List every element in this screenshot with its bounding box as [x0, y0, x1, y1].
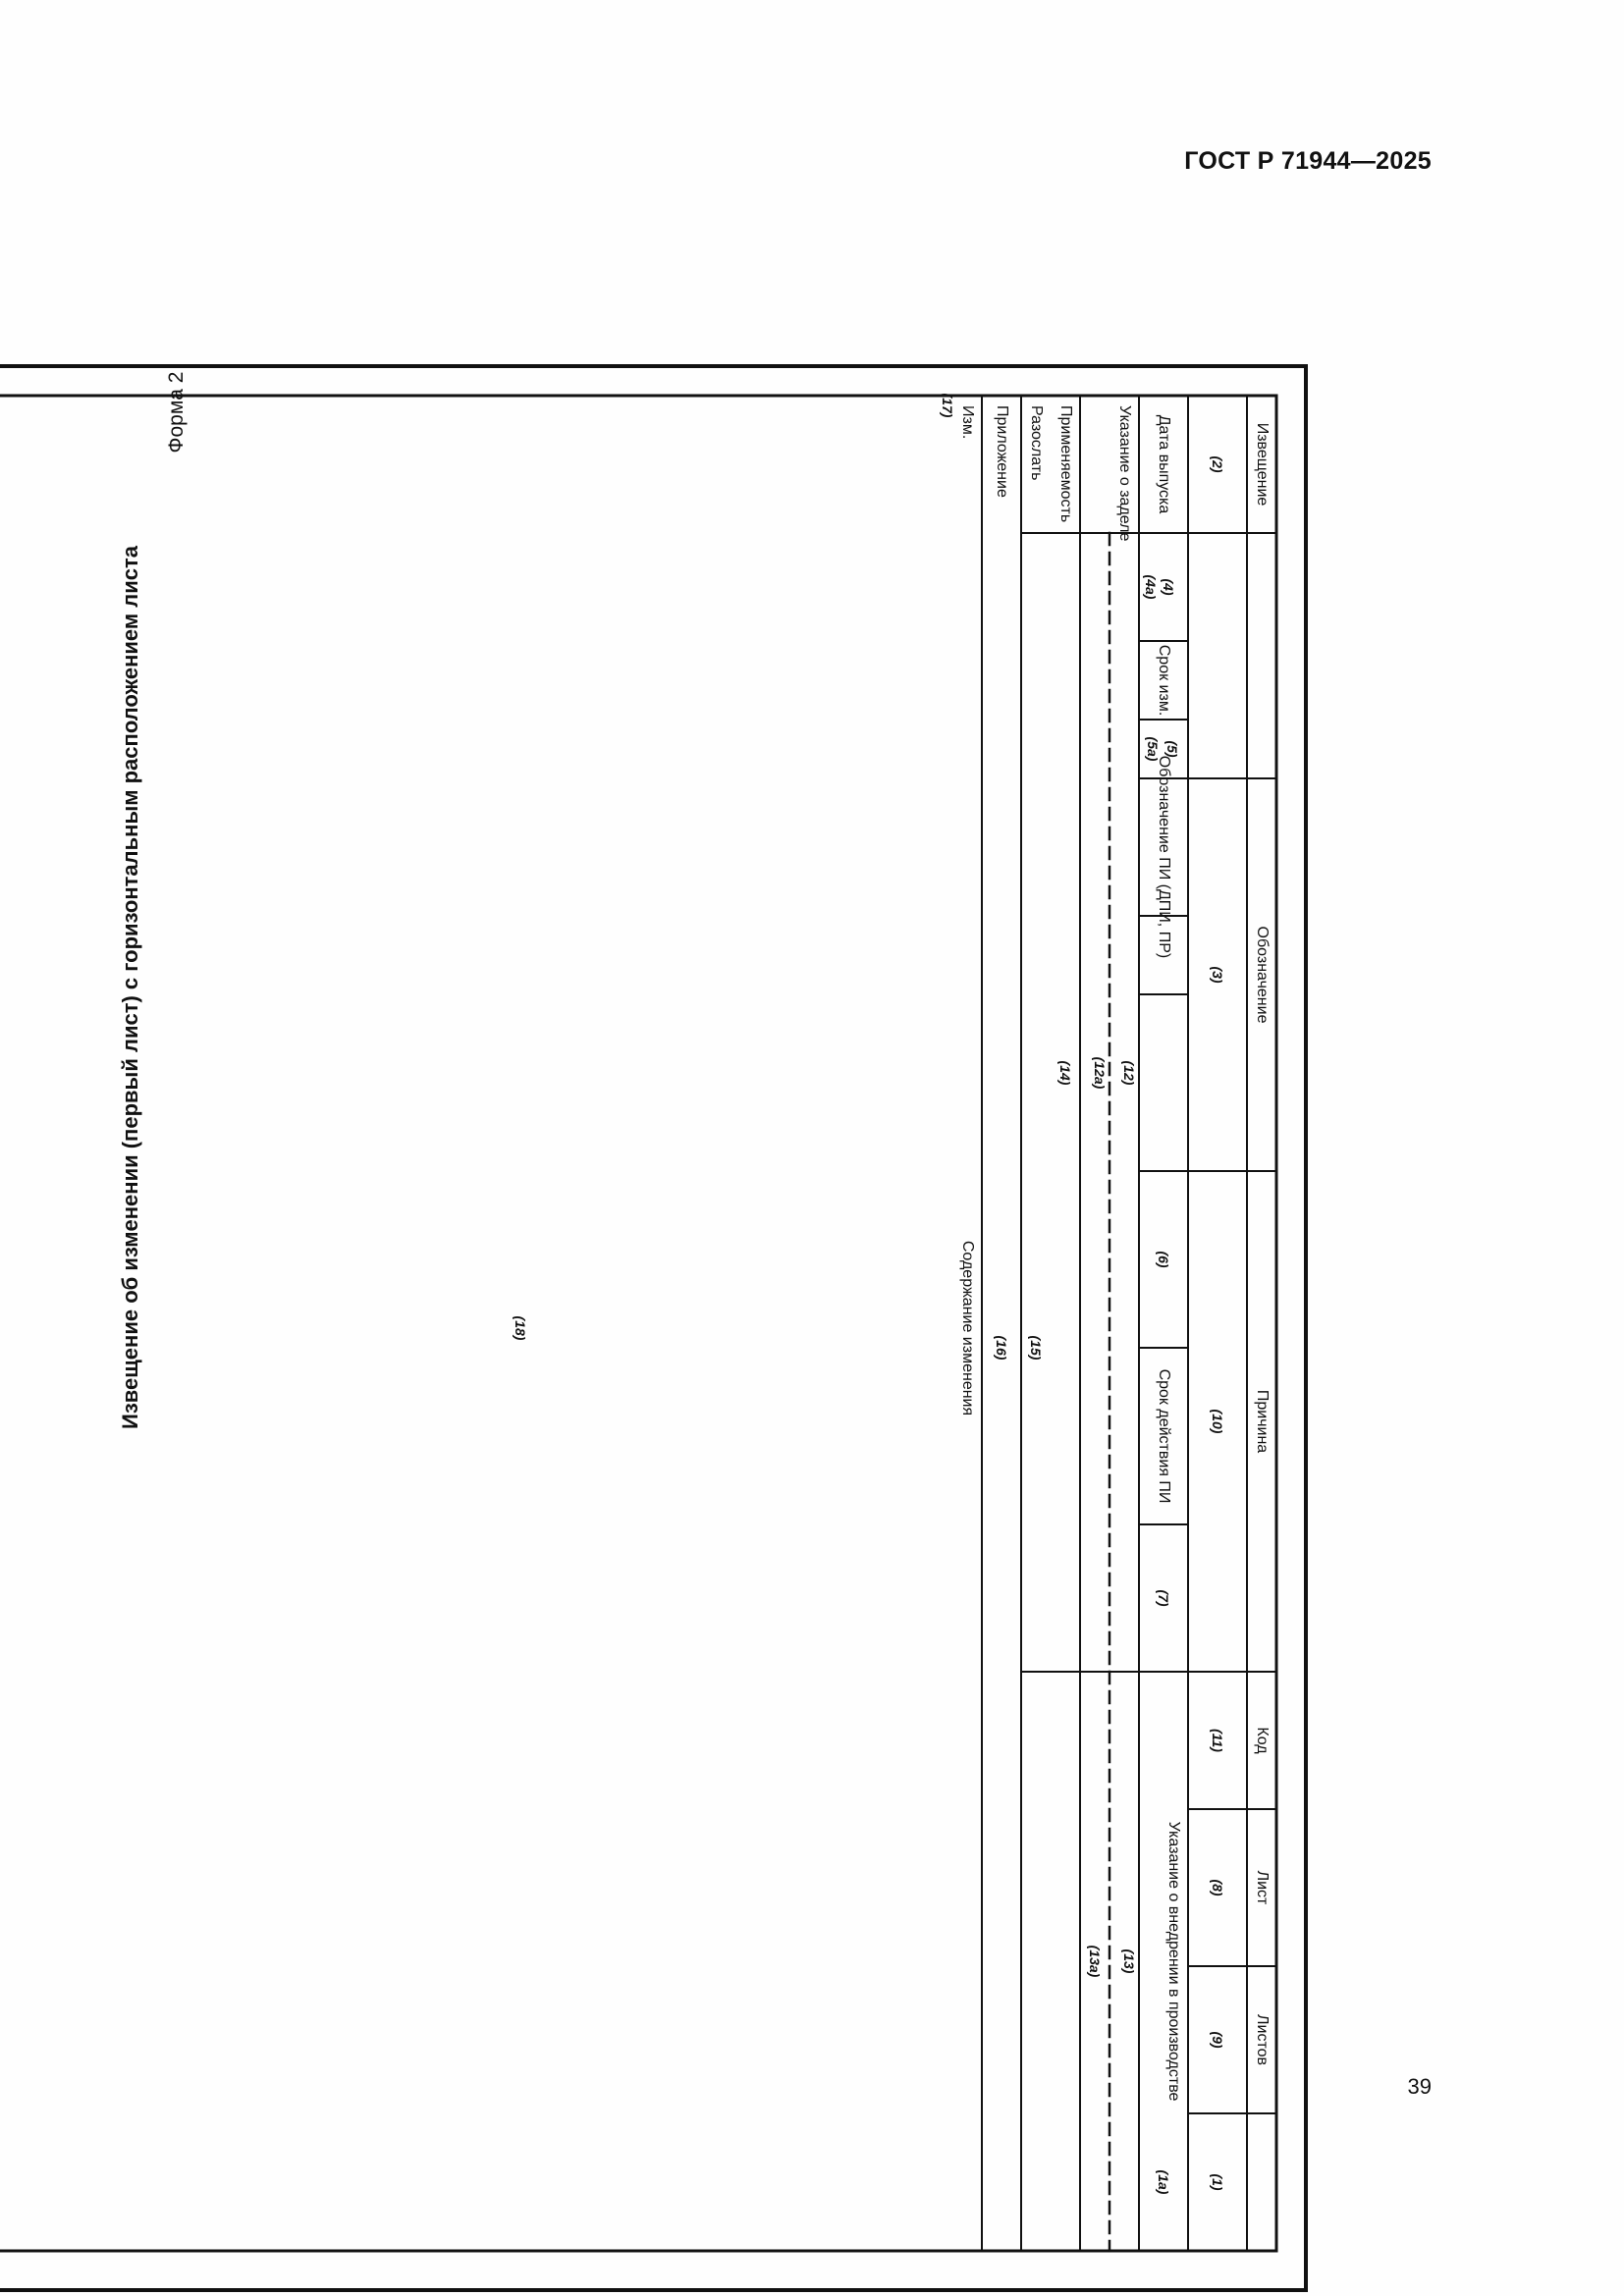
field-10: (10) [1210, 1409, 1225, 1434]
data-vypuska-label: Дата выпуска [1156, 414, 1172, 514]
field-12a: (12а) [1092, 1056, 1108, 1090]
kod-label: Код [1254, 1727, 1271, 1754]
izveshchenie-label: Извещение [1254, 422, 1271, 507]
field-1a: (1а) [1156, 2169, 1171, 2195]
field-8: (8) [1210, 1879, 1225, 1896]
oboznachenie-label: Обозначение [1254, 926, 1271, 1024]
field-6: (6) [1156, 1251, 1171, 1268]
form-title: Извещение об изменении (первый лист) с горизонтальным расположением листа [118, 546, 142, 1429]
field-11: (11) [1210, 1729, 1225, 1752]
field-4: (4) [1161, 578, 1176, 596]
field-3: (3) [1210, 966, 1225, 984]
field-4a: (4а) [1143, 574, 1159, 600]
field-15: (15) [1028, 1335, 1044, 1361]
primenyaemost-label: Применяемость [1057, 405, 1074, 523]
razoslat-label: Разослать [1028, 405, 1045, 481]
field-2: (2) [1210, 455, 1225, 473]
field-12: (12) [1121, 1060, 1137, 1086]
izm-label: Изм. [959, 405, 976, 440]
soglasovano-block [0, 366, 1306, 2290]
srok-izm-label: Срок изм. [1156, 644, 1172, 717]
field-13: (13) [1121, 1949, 1137, 1974]
oboznachenie-pi-label: Обозначение ПИ (ДПИ, ПР) [1156, 755, 1172, 959]
prilozhenie-label: Приложение [994, 405, 1010, 498]
document-standard-number: ГОСТ Р 71944—2025 [1184, 147, 1432, 175]
field-9: (9) [1210, 2031, 1225, 2049]
list-label: Лист [1254, 1870, 1271, 1905]
field-14: (14) [1057, 1060, 1073, 1086]
srok-deistviya-label: Срок действия ПИ [1156, 1368, 1172, 1504]
field-13a: (13а) [1087, 1945, 1103, 1978]
field-7: (7) [1156, 1589, 1171, 1607]
form-label: Форма 2 [165, 371, 188, 454]
soderzhanie-label: Содержание изменения [959, 1240, 976, 1416]
field-18: (18) [513, 1315, 528, 1341]
change-notice-form [0, 366, 1306, 2290]
field-5: (5) [1164, 740, 1180, 758]
field-1: (1) [1210, 2173, 1225, 2191]
field-16: (16) [994, 1335, 1009, 1361]
listov-label: Листов [1254, 2014, 1271, 2065]
field-17: (17) [940, 393, 955, 418]
field-5a: (5а) [1145, 736, 1161, 762]
page-number: 39 [1407, 2074, 1432, 2099]
prichina-label: Причина [1254, 1389, 1271, 1454]
ukazanie-vnedrenie-label: Указание о внедрении в производстве [1165, 1821, 1182, 2102]
ukazanie-zadel-label: Указание о заделе [1116, 405, 1133, 542]
